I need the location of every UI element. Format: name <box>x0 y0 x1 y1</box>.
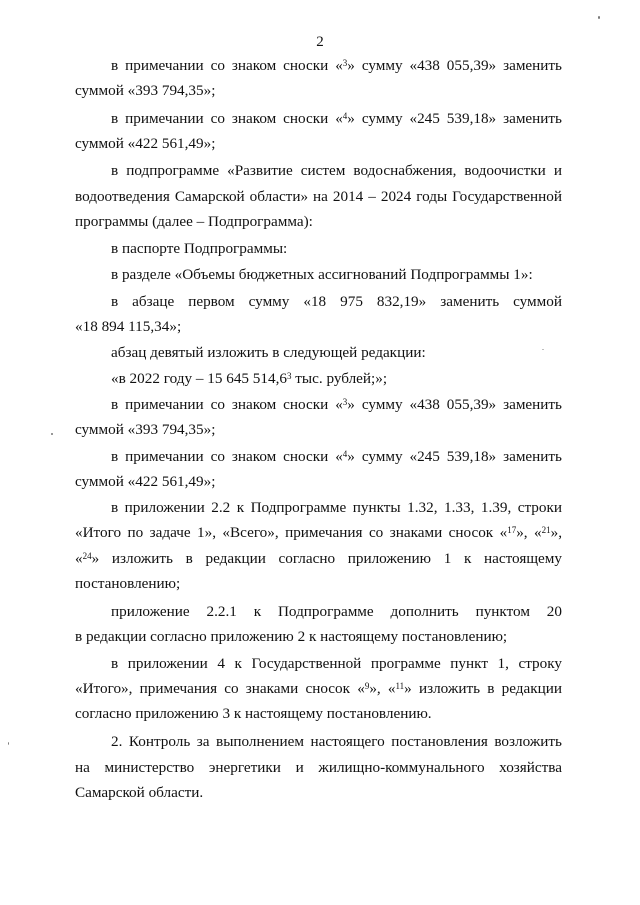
text-line: «Итого по задаче 1», «Всего», примечания со знаками сносок «$^{17}$», «$^{21}$», <box>75 524 562 541</box>
text-line: «в 2022 году – 15 645 514,6$^3$ тыс. рублей;»; <box>111 370 388 387</box>
text-line: 2. Контроль за выполнением настоящего постановления возложить <box>111 733 562 750</box>
text-line: постановлению; <box>75 575 181 592</box>
page-number: 2 <box>316 34 324 50</box>
text-line: «18 894 115,34»; <box>75 318 182 335</box>
text-line: в примечании со знаком сноски «$^4$» сумму «245 539,18» заменить <box>111 110 562 127</box>
text-line: суммой «393 794,35»; <box>75 421 216 438</box>
text-line: в редакции согласно приложению 2 к настоящему постановлению; <box>75 628 508 645</box>
text-line: суммой «393 794,35»; <box>75 82 216 99</box>
text-line: суммой «422 561,49»; <box>75 473 216 490</box>
scan-speck <box>542 349 544 350</box>
text-line: водоотведения Самарской области» на 2014 – 2024 годы Государственной <box>75 188 562 205</box>
text-line: «Итого», примечания со знаками сносок «$^9$», «$^{11}$» изложить в редакции <box>75 680 562 697</box>
text-line: в приложении 2.2 к Подпрограмме пункты 1.32, 1.33, 1.39, строки <box>111 499 562 516</box>
text-line: абзац девятый изложить в следующей редакции: <box>111 344 426 361</box>
text-line: Самарской области. <box>75 784 204 801</box>
scan-speck <box>598 16 600 19</box>
text-line: суммой «422 561,49»; <box>75 135 216 152</box>
text-line: на министерство энергетики и жилищно-коммунального хозяйства <box>75 759 562 776</box>
text-line: в примечании со знаком сноски «$^3$» сумму «438 055,39» заменить <box>111 396 562 413</box>
text-line: согласно приложению 3 к настоящему постановлению. <box>75 705 432 722</box>
text-line: приложение 2.2.1 к Подпрограмме дополнить пунктом 20 <box>111 603 562 620</box>
scan-speck <box>51 433 53 435</box>
text-line: «$^{24}$» изложить в редакции согласно приложению 1 к настоящему <box>75 550 562 567</box>
scan-speck <box>8 742 9 745</box>
text-line: в разделе «Объемы бюджетных ассигнований Подпрограммы 1»: <box>111 266 533 283</box>
text-line: программы (далее – Подпрограмма): <box>75 213 313 230</box>
text-line: в абзаце первом сумму «18 975 832,19» заменить суммой <box>111 293 562 310</box>
text-line: в подпрограмме «Развитие систем водоснабжения, водоочистки и <box>111 162 562 179</box>
text-line: в паспорте Подпрограммы: <box>111 240 288 257</box>
text-line: в примечании со знаком сноски «$^3$» сумму «438 055,39» заменить <box>111 57 562 74</box>
text-line: в примечании со знаком сноски «$^4$» сумму «245 539,18» заменить <box>111 448 562 465</box>
text-line: в приложении 4 к Государственной программе пункт 1, строку <box>111 655 562 672</box>
